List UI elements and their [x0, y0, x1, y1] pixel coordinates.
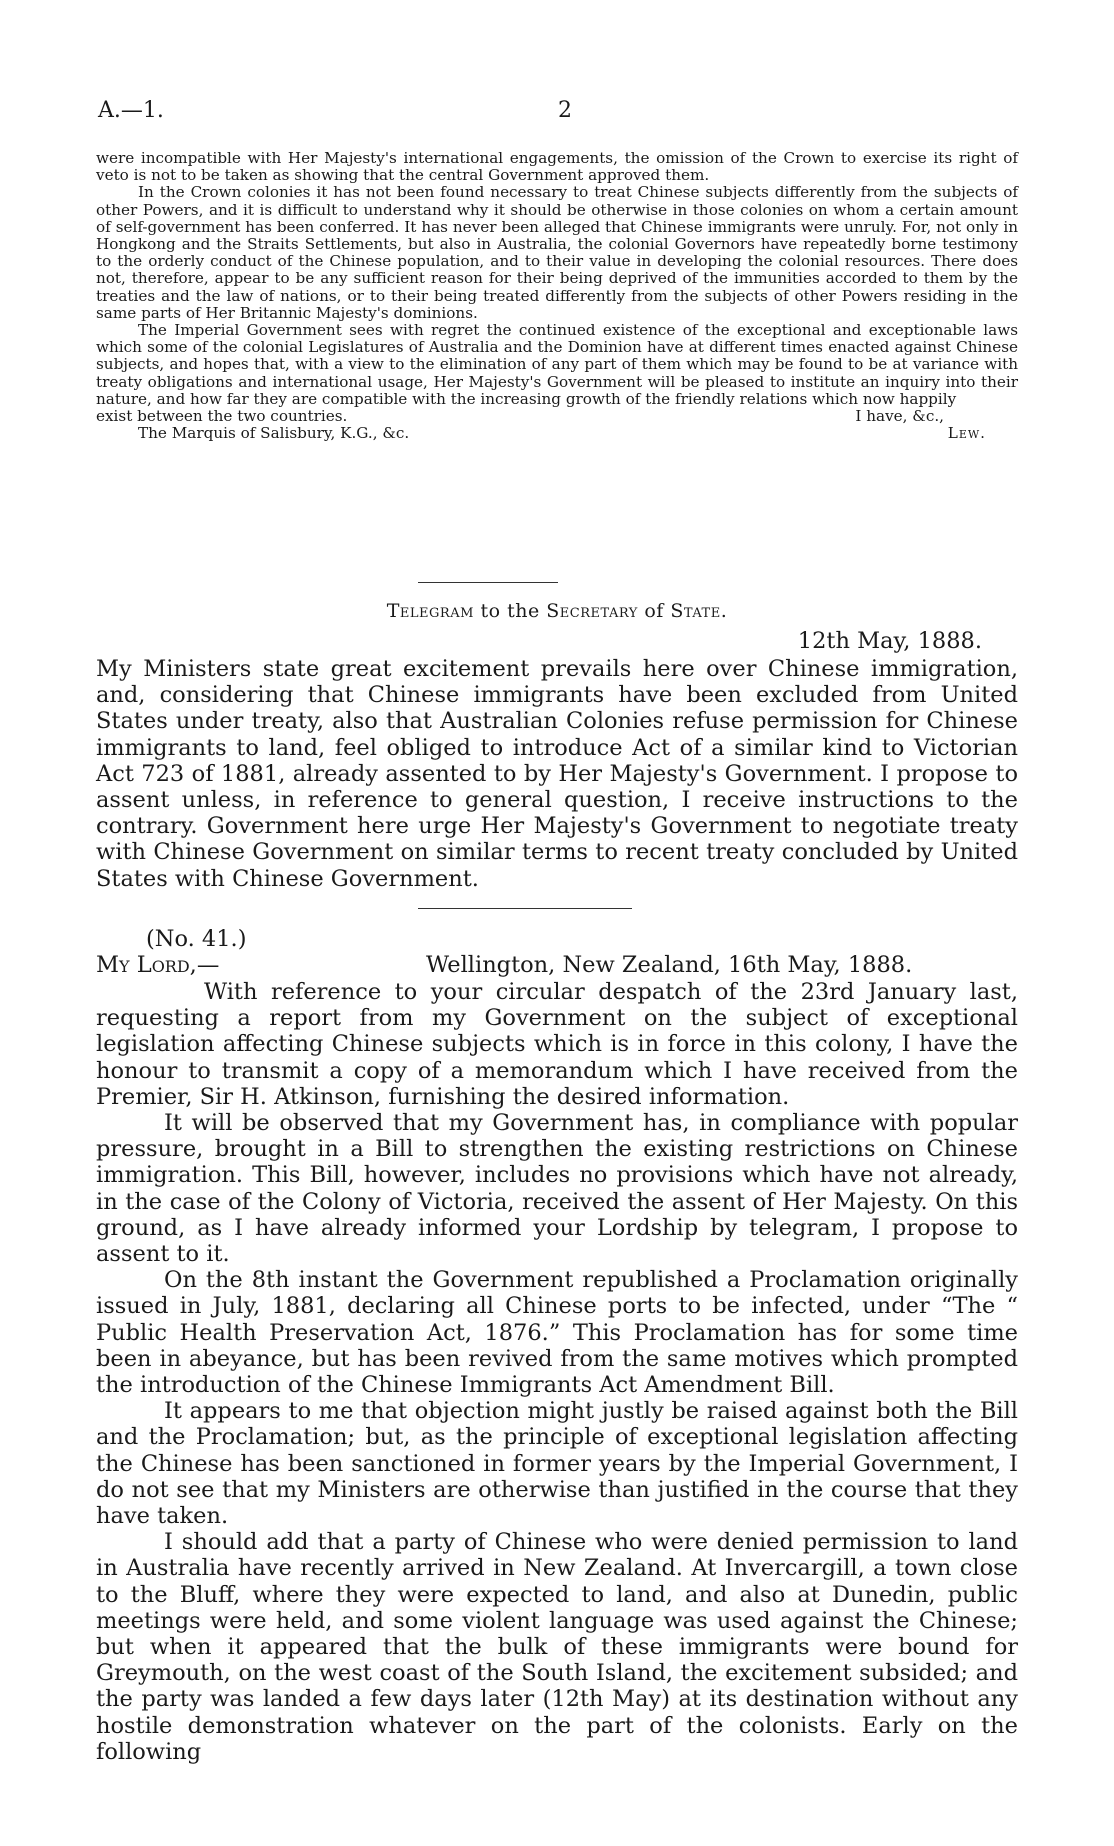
despatch-body — [96, 979, 1018, 1765]
letter-signature: Lew. — [947, 424, 986, 443]
despatch-paragraph: I should add that a party of Chinese who were denied permission to land in Australia have recently arrived in New Zealand. At Invercargill, a town close to the Bluff, where they were expected to land, and also at Dunedin, public meetings were held, and some violent language was used against the Chinese; but when it appeared that the bulk of these immigrants were bound for Greymouth, on the west coast of the South Island, the excitement subsided; and the party was landed a few days later (12th May) at its destination without any hostile demonstration whatever on the part of the colonists. Early on the following — [96, 1529, 1018, 1765]
letter-address-row — [96, 425, 1018, 442]
letter-closing: I have, &c., — [855, 407, 944, 426]
despatch-salutation: My Lord,— — [96, 952, 220, 978]
section-divider — [418, 908, 632, 909]
letter-to-salisbury-continued — [96, 150, 1018, 442]
section-divider — [418, 582, 558, 583]
letter-addressee: The Marquis of Salisbury, K.G., &c. — [138, 424, 410, 443]
page-header — [98, 98, 1016, 128]
despatch-paragraph: With reference to your circular despatch of the 23rd January last, requesting a report from my Government on the subject of exceptional legislation affecting Chinese subjects which is in force in this colony, I have the honour to transmit a copy of a memorandum which I have received from the Premier, Sir H. Atkinson, furnishing the desired information. — [96, 979, 1018, 1110]
telegram-date: 12th May, 1888. — [797, 628, 982, 654]
telegram-heading-word: Telegram — [386, 600, 474, 622]
despatch-place-date: Wellington, New Zealand, 16th May, 1888. — [426, 952, 913, 978]
letter-closing-row — [96, 408, 1018, 425]
letter-last-line: exist between the two countries. — [96, 407, 348, 426]
telegram-heading-word: of — [644, 600, 664, 622]
telegram-heading — [0, 600, 1114, 622]
page-number: 2 — [558, 98, 572, 123]
letter-paragraph: In the Crown colonies it has not been found necessary to treat Chinese subjects differently from the subjects of other Powers, and it is difficult to understand why it should be otherwise in those colonies on whom a certain amount of self-government has been conferred. It has never been alleged that Chinese immigrants were unruly. For, not only in Hongkong and the Straits Settlements, but also in Australia, the colonial Governors have repeatedly borne testimony to the orderly conduct of the Chinese population, and to their value in developing the colonial resources. There does not, therefore, appear to be any sufficient reason for their being deprived of the immunities accorded to them by the treaties and the law of nations, or to their being treated differently from the subjects of other Powers residing in the same parts of Her Britannic Majesty's dominions. — [96, 183, 1018, 322]
telegram-text: My Ministers state great excitement prevails here over Chinese immigration, and, considering that Chinese immigrants have been excluded from United States under treaty, also that Australian Colonies refuse permission for Chinese immigrants to land, feel obliged to introduce Act of a similar kind to Victorian Act 723 of 1881, already assented to by Her Majesty's Government. I propose to assent unless, in reference to general question, I receive instructions to the contrary. Government here urge Her Majesty's Government to negotiate treaty with Chinese Government on similar terms to recent treaty concluded by United States with Chinese Government. — [96, 656, 1018, 892]
despatch-number: (No. 41.) — [146, 926, 247, 952]
telegram-heading-word: State. — [670, 600, 728, 622]
despatch-salutation-row — [96, 952, 1018, 980]
despatch-paragraph: It will be observed that my Government has, in compliance with popular pressure, brought in a Bill to strengthen the existing restrictions on Chinese immigration. This Bill, however, includes no provisions which have not already, in the case of the Colony of Victoria, received the assent of Her Majesty. On this ground, as I have already informed your Lordship by telegram, I propose to assent to it. — [96, 1110, 1018, 1268]
letter-paragraph: The Imperial Government sees with regret the continued existence of the exceptional and exceptionable laws which some of the colonial Legislatures of Australia and the Dominion have at different times enacted against Chinese subjects, and hopes that, with a view to the elimination of any part of them which may be found to be at variance with treaty obligations and international usage, Her Majesty's Government will be pleased to institute an inquiry into their nature, and how far they are compatible with the increasing growth of the friendly relations which now happily — [96, 321, 1018, 408]
despatch-paragraph: On the 8th instant the Government republished a Proclamation originally issued in July, 1881, declaring all Chinese ports to be infected, under “The “ Public Health Preservation Act, 1876.” This Proclamation has for some time been in abeyance, but has been revived from the same motives which prompted the introduction of the Chinese Immigrants Act Amendment Bill. — [96, 1267, 1018, 1399]
parliamentary-paper-reference: A.—1. — [98, 98, 164, 123]
telegram-body — [96, 656, 1018, 892]
letter-paragraph: were incompatible with Her Majesty's international engagements, the omission of the Crown to exercise its right of veto is not to be taken as showing that the central Government approved them. — [96, 149, 1018, 185]
telegram-heading-word: to the — [480, 600, 540, 622]
despatch-paragraph: It appears to me that objection might justly be raised against both the Bill and the Proclamation; but, as the principle of exceptional legislation affecting the Chinese has been sanctioned in former years by the Imperial Government, I do not see that my Ministers are otherwise than justified in the course that they have taken. — [96, 1398, 1018, 1530]
telegram-heading-word: Secretary — [546, 600, 638, 622]
